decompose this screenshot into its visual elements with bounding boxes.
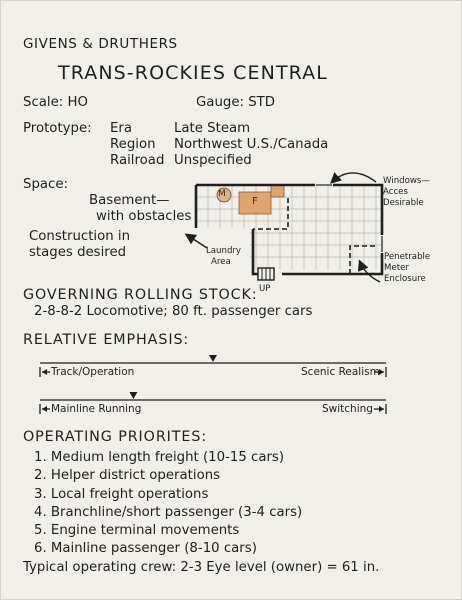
priorities-heading: OPERATING PRIORITES: xyxy=(23,429,208,445)
rolling-stock-text: 2-8-8-2 Locomotive; 80 ft. passenger cars xyxy=(34,304,313,319)
basement-line-1: Basement— xyxy=(89,193,170,208)
layout-title: TRANS-ROCKIES CENTRAL xyxy=(58,62,328,84)
meter-letter: M xyxy=(218,189,226,199)
scale-left-arrowhead xyxy=(42,406,47,412)
penetrable-label-3: Enclosure xyxy=(384,274,426,284)
footer-note: Typical operating crew: 2-3 Eye level (owner) = 61 in. xyxy=(23,560,380,575)
laundry-label-2: Area xyxy=(211,257,231,267)
spec-key-railroad: Railroad xyxy=(110,153,165,168)
scale-1-right-label: Scenic Realism xyxy=(301,366,380,378)
windows-label-1: Windows— xyxy=(383,176,430,186)
priority-item: 2. Helper district operations xyxy=(34,468,221,484)
scale-left-arrowhead xyxy=(42,369,47,375)
rolling-stock-heading: GOVERNING ROLLING STOCK: xyxy=(23,287,258,303)
prototype-label: Prototype: xyxy=(23,121,92,136)
scale-1-left-label: Track/Operation xyxy=(51,366,135,378)
priority-item: 4. Branchline/short passenger (3-4 cars) xyxy=(34,504,303,520)
space-label: Space: xyxy=(23,177,69,192)
scale-2-right-label: Switching xyxy=(322,403,373,415)
emphasis-heading: RELATIVE EMPHASIS: xyxy=(23,332,190,348)
spec-value-era: Late Steam xyxy=(174,121,251,136)
priorities-list xyxy=(34,449,302,559)
penetrable-label-1: Penetrable xyxy=(384,252,431,262)
scale-right-arrowhead xyxy=(379,406,384,412)
scale-label: Scale: HO xyxy=(23,95,88,110)
spec-value-railroad: Unspecified xyxy=(174,153,252,168)
construction-line-1: Construction in xyxy=(29,229,131,244)
stairs-up-label: UP xyxy=(259,284,271,294)
construction-line-2: stages desired xyxy=(29,245,127,260)
emphasis-marker xyxy=(129,392,137,399)
windows-label-3: Desirable xyxy=(383,198,424,208)
gauge-label: Gauge: STD xyxy=(196,95,276,110)
priority-item: 5. Engine terminal movements xyxy=(34,523,240,539)
priority-item: 3. Local freight operations xyxy=(34,486,209,502)
spec-key-era: Era xyxy=(110,121,133,136)
emphasis-scales xyxy=(0,340,462,430)
priority-item: 1. Medium length freight (10-15 cars) xyxy=(34,450,285,465)
scale-2-left-label: Mainline Running xyxy=(51,403,142,415)
emphasis-marker xyxy=(209,355,217,362)
windows-label-2: Acces xyxy=(383,187,408,197)
laundry-label-1: Laundry xyxy=(206,246,242,256)
basement-line-2: with obstacles xyxy=(96,209,192,224)
spec-value-region: Northwest U.S./Canada xyxy=(174,137,329,152)
penetrable-label-2: Meter xyxy=(384,263,409,273)
priority-item: 6. Mainline passenger (8-10 cars) xyxy=(34,541,257,557)
column-kicker: GIVENS & DRUTHERS xyxy=(23,36,178,52)
spec-key-region: Region xyxy=(110,137,156,152)
furnace-letter: F xyxy=(252,196,258,207)
